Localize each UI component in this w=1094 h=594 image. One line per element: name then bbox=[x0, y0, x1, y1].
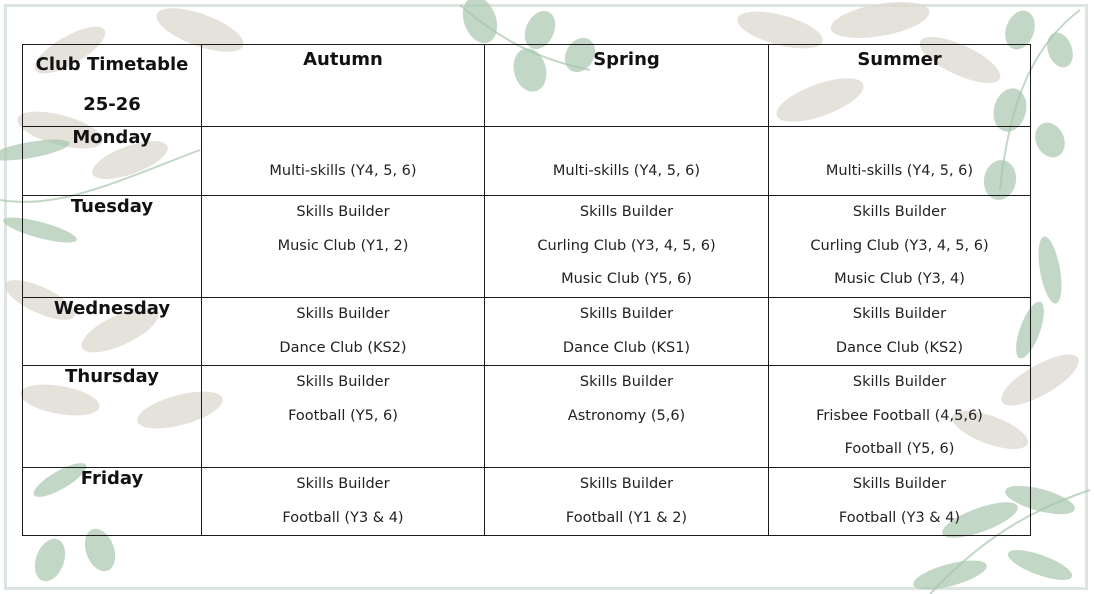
cell-monday-spring bbox=[485, 127, 769, 196]
activity-item: Music Club (Y3, 4) bbox=[834, 271, 965, 287]
activity-item: Dance Club (KS2) bbox=[279, 339, 407, 356]
activity-item: Football (Y3 & 4) bbox=[838, 509, 961, 526]
activity-item: Music Club (Y5, 6) bbox=[561, 271, 692, 287]
activity-item: Skills Builder bbox=[579, 374, 674, 390]
cell-tuesday-summer bbox=[769, 196, 1031, 298]
cell-tuesday-spring bbox=[485, 196, 769, 298]
activity-item: Frisbee Football (4,5,6) bbox=[816, 407, 983, 424]
season-header-summer: Summer bbox=[769, 45, 1031, 127]
activity-item: Curling Club (Y3, 4, 5, 6) bbox=[537, 237, 716, 254]
day-label: Friday bbox=[23, 468, 202, 536]
season-header-autumn: Autumn bbox=[202, 45, 485, 127]
cell-friday-autumn bbox=[202, 468, 485, 536]
activity-item: Skills Builder bbox=[852, 306, 947, 322]
activity-item: Skills Builder bbox=[579, 204, 674, 220]
day-label: Tuesday bbox=[23, 196, 202, 298]
activity-item: Skills Builder bbox=[296, 374, 390, 390]
table-row bbox=[23, 127, 1031, 196]
activity-item: Football (Y5, 6) bbox=[288, 407, 398, 424]
activity-item: Astronomy (5,6) bbox=[567, 407, 686, 424]
timetable-title-cell bbox=[23, 45, 202, 127]
cell-wednesday-spring bbox=[485, 298, 769, 366]
activity-item: Dance Club (KS2) bbox=[835, 339, 964, 356]
day-label: Thursday bbox=[23, 366, 202, 468]
cell-thursday-spring bbox=[485, 366, 769, 468]
cell-wednesday-summer bbox=[769, 298, 1031, 366]
season-header-spring: Spring bbox=[485, 45, 769, 127]
activity-item: Skills Builder bbox=[579, 306, 674, 322]
activity-item: Curling Club (Y3, 4, 5, 6) bbox=[810, 237, 989, 254]
activity-item: Multi-skills (Y4, 5, 6) bbox=[269, 163, 417, 179]
activity-item: Dance Club (KS1) bbox=[562, 339, 691, 356]
cell-friday-spring bbox=[485, 468, 769, 536]
day-label: Monday bbox=[23, 127, 202, 196]
cell-wednesday-autumn bbox=[202, 298, 485, 366]
activity-item: Football (Y1 & 2) bbox=[565, 509, 688, 526]
activity-item: Skills Builder bbox=[296, 204, 390, 220]
table-row bbox=[23, 468, 1031, 536]
cell-thursday-autumn bbox=[202, 366, 485, 468]
activity-item: Multi-skills (Y4, 5, 6) bbox=[552, 163, 701, 179]
activity-item: Skills Builder bbox=[296, 476, 390, 492]
cell-monday-autumn bbox=[202, 127, 485, 196]
club-timetable bbox=[22, 44, 1031, 536]
activity-item: Skills Builder bbox=[852, 476, 947, 492]
table-row bbox=[23, 196, 1031, 298]
cell-thursday-summer bbox=[769, 366, 1031, 468]
table-row bbox=[23, 366, 1031, 468]
activity-item: Skills Builder bbox=[852, 374, 947, 390]
day-label: Wednesday bbox=[23, 298, 202, 366]
table-row bbox=[23, 298, 1031, 366]
activity-item: Skills Builder bbox=[852, 204, 947, 220]
activity-item: Music Club (Y1, 2) bbox=[277, 237, 409, 254]
cell-monday-summer bbox=[769, 127, 1031, 196]
activity-item: Skills Builder bbox=[579, 476, 674, 492]
cell-tuesday-autumn bbox=[202, 196, 485, 298]
cell-friday-summer bbox=[769, 468, 1031, 536]
activity-item: Multi-skills (Y4, 5, 6) bbox=[825, 163, 974, 179]
activity-item: Skills Builder bbox=[296, 306, 390, 322]
timetable-title: Club Timetable bbox=[35, 54, 189, 75]
header-row bbox=[23, 45, 1031, 127]
activity-item: Football (Y3 & 4) bbox=[282, 509, 404, 526]
timetable-year: 25-26 bbox=[83, 94, 141, 115]
activity-item: Football (Y5, 6) bbox=[844, 441, 955, 457]
